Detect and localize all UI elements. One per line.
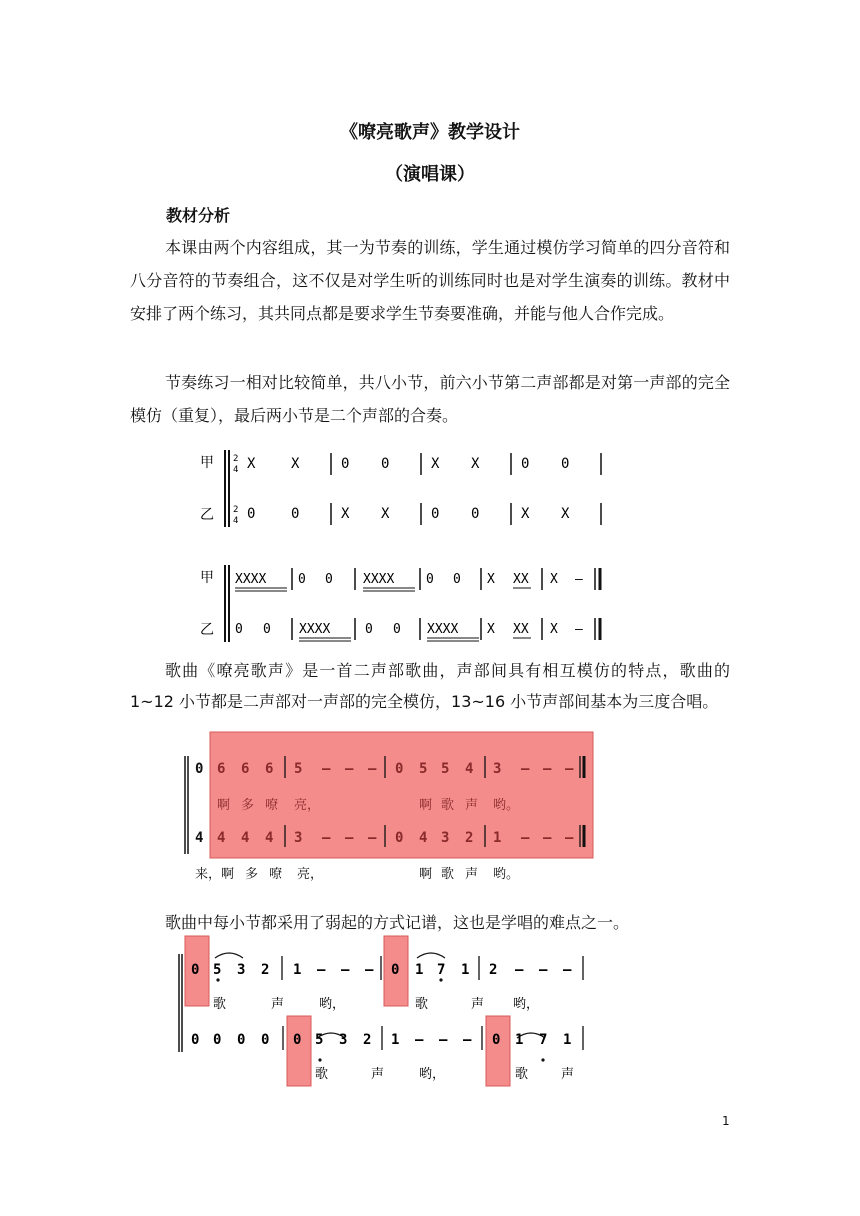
note: – xyxy=(368,761,377,777)
highlight-box xyxy=(486,1016,510,1086)
row-b xyxy=(235,622,583,637)
note: 4 xyxy=(419,830,428,846)
beat: 0 xyxy=(561,456,570,472)
note: – xyxy=(521,761,530,777)
lyric: 声 xyxy=(271,997,285,1012)
note: – xyxy=(317,962,326,978)
beat: – xyxy=(575,572,583,587)
note: – xyxy=(543,830,552,846)
beat: 0 xyxy=(393,622,401,637)
note: 4 xyxy=(465,761,474,777)
note: – xyxy=(365,962,374,978)
note: – xyxy=(368,830,377,846)
lyric: 歌 xyxy=(441,867,455,882)
note: 4 xyxy=(241,830,250,846)
beat: 0 xyxy=(431,506,440,522)
note: 1 xyxy=(293,962,302,978)
note: – xyxy=(565,830,574,846)
beat: X xyxy=(550,572,558,587)
note: – xyxy=(539,962,548,978)
lyric: 啊 xyxy=(419,798,433,813)
lyric: 歌 xyxy=(415,997,429,1012)
highlight-box xyxy=(287,1016,311,1086)
beat: X xyxy=(487,572,495,587)
note: 5 xyxy=(213,962,222,978)
beat: 0 xyxy=(298,572,306,587)
note: 1 xyxy=(493,830,502,846)
note: 7 xyxy=(539,1032,548,1048)
lyric: 亮， xyxy=(297,867,324,882)
beat: XXXX xyxy=(427,622,459,637)
time-sig-b-bottom: 4 xyxy=(233,516,239,526)
note: – xyxy=(543,761,552,777)
row-a xyxy=(247,456,569,472)
page-number: 1 xyxy=(722,1114,730,1128)
note: 2 xyxy=(363,1032,372,1048)
note: 1 xyxy=(391,1032,400,1048)
paragraph-1: 本课由两个内容组成，其一为节奏的训练，学生通过模仿学习简单的四分音符和八分音符的节奏组合，这不仅是对学生听的训练同时也是对学生演奏的训练。教材中安排了两个练习，其共同点都是要求学生节奏要准确，并能与他人合作完成。 xyxy=(130,238,730,323)
beat: 0 xyxy=(325,572,333,587)
lyric: 哟。 xyxy=(493,867,520,882)
voice-label-a: 甲 xyxy=(200,570,214,586)
note: 3 xyxy=(441,830,450,846)
note: 0 xyxy=(492,1032,501,1048)
beat: X xyxy=(381,506,390,522)
note: 0 xyxy=(195,761,204,777)
note: – xyxy=(322,761,331,777)
lyric: 嘹 xyxy=(265,798,279,813)
beat: 0 xyxy=(471,506,480,522)
time-sig-a-top: 2 xyxy=(233,454,239,464)
note: – xyxy=(341,962,350,978)
beat: 0 xyxy=(453,572,461,587)
beat: X xyxy=(471,456,480,472)
lyric: 声 xyxy=(561,1067,575,1082)
lyric: 亮， xyxy=(294,798,321,813)
paragraph-3: 歌曲《嘹亮歌声》是一首二声部歌曲，声部间具有相互模仿的特点，歌曲的1~12 小节都是二声部对一声部的完全模仿，13~16 小节声部间基本为三度合唱。 xyxy=(130,661,730,711)
beat: 0 xyxy=(291,506,300,522)
beat: X xyxy=(431,456,440,472)
note: – xyxy=(322,830,331,846)
note: 0 xyxy=(391,962,400,978)
beat: X xyxy=(521,506,530,522)
note: – xyxy=(345,761,354,777)
beat: 0 xyxy=(263,622,271,637)
lyric: 多 xyxy=(241,798,255,813)
note: 3 xyxy=(493,761,502,777)
lyric: 啊 xyxy=(419,867,433,882)
rhythm-exercise-2 xyxy=(195,560,615,650)
note: 0 xyxy=(191,962,200,978)
time-sig-b-top: 2 xyxy=(233,505,239,515)
lyric: 歌 xyxy=(441,798,455,813)
voice-label-b: 乙 xyxy=(200,507,214,523)
note: 3 xyxy=(294,830,303,846)
note: – xyxy=(521,830,530,846)
beat: 0 xyxy=(365,622,373,637)
voice-label-b: 乙 xyxy=(200,622,214,638)
beat: 0 xyxy=(247,506,256,522)
beat: XX xyxy=(513,572,529,587)
row-b xyxy=(247,506,570,522)
lyric: 声 xyxy=(465,798,479,813)
beat: XX xyxy=(513,622,529,637)
note: – xyxy=(565,761,574,777)
note: 3 xyxy=(237,962,246,978)
lower-lyrics xyxy=(195,866,519,882)
beat: 0 xyxy=(235,622,243,637)
lower-notes xyxy=(191,1032,571,1048)
note: 2 xyxy=(489,962,498,978)
beat: X xyxy=(291,456,300,472)
lyric: 歌 xyxy=(213,997,227,1012)
note: 0 xyxy=(191,1032,200,1048)
system-brace xyxy=(225,565,229,642)
note: 0 xyxy=(213,1032,222,1048)
row-a xyxy=(235,572,583,587)
lyric: 嘹 xyxy=(269,867,283,882)
voice-label-a: 甲 xyxy=(200,455,214,471)
lyric: 声 xyxy=(471,997,485,1012)
system-brace xyxy=(225,450,229,527)
note: – xyxy=(415,1032,424,1048)
note: 5 xyxy=(315,1032,324,1048)
beat: X xyxy=(341,506,350,522)
time-sig-a-bottom: 4 xyxy=(233,465,239,475)
system-brace xyxy=(179,954,182,1052)
note: 2 xyxy=(261,962,270,978)
note: 4 xyxy=(195,830,204,846)
doc-subtitle: （演唱课） xyxy=(385,164,475,185)
note: 0 xyxy=(293,1032,302,1048)
note: 5 xyxy=(294,761,303,777)
note: 3 xyxy=(339,1032,348,1048)
doc-title: 《嘹亮歌声》教学设计 xyxy=(340,122,520,143)
beat: X xyxy=(561,506,570,522)
lyric: 多 xyxy=(245,867,259,882)
lyric: 声 xyxy=(465,867,479,882)
beat: 0 xyxy=(426,572,434,587)
note: 6 xyxy=(265,761,274,777)
lyric: 声 xyxy=(371,1067,385,1082)
lyric: 啊 xyxy=(217,798,231,813)
lyric: 哟， xyxy=(319,997,346,1012)
paragraph-4: 歌曲中每小节都采用了弱起的方式记谱，这也是学唱的难点之一。 xyxy=(165,913,630,932)
beat: XXXX xyxy=(363,572,395,587)
note: 1 xyxy=(415,962,424,978)
note: – xyxy=(563,962,572,978)
beat: XXXX xyxy=(299,622,331,637)
beat: X xyxy=(247,456,256,472)
lyric: 啊 xyxy=(221,867,235,882)
note: 0 xyxy=(395,761,404,777)
note: 1 xyxy=(461,962,470,978)
lower-lyrics xyxy=(315,1067,574,1082)
system-brace xyxy=(185,756,188,854)
beat: 0 xyxy=(341,456,350,472)
note: – xyxy=(439,1032,448,1048)
lyric: 歌 xyxy=(515,1067,529,1082)
note: 4 xyxy=(217,830,226,846)
paragraph-2: 节奏练习一相对比较简单，共八小节，前六小节第二声部都是对第一声部的完全模仿（重复），最后两小节是二个声部的合奏。 xyxy=(130,373,730,425)
beat: – xyxy=(575,622,583,637)
score-excerpt-1 xyxy=(175,728,605,888)
lyric: 歌 xyxy=(315,1067,329,1082)
note: 0 xyxy=(237,1032,246,1048)
lyric: 哟， xyxy=(513,997,540,1012)
beat: 0 xyxy=(381,456,390,472)
note: 4 xyxy=(265,830,274,846)
note: – xyxy=(345,830,354,846)
note: 7 xyxy=(437,962,446,978)
note: 0 xyxy=(395,830,404,846)
note: 0 xyxy=(261,1032,270,1048)
beat: XXXX xyxy=(235,572,267,587)
note: 5 xyxy=(419,761,428,777)
note: 5 xyxy=(441,761,450,777)
note: 6 xyxy=(241,761,250,777)
lyric: 哟， xyxy=(419,1067,446,1082)
note: 6 xyxy=(217,761,226,777)
note: 2 xyxy=(465,830,474,846)
section-heading: 教材分析 xyxy=(166,206,231,225)
note: 1 xyxy=(563,1032,572,1048)
lyric: 来， xyxy=(195,867,222,882)
lyric: 哟。 xyxy=(493,798,520,813)
note: – xyxy=(463,1032,472,1048)
note: 1 xyxy=(515,1032,524,1048)
score-excerpt-2 xyxy=(175,934,605,1089)
upper-lyrics xyxy=(213,997,539,1012)
beat: 0 xyxy=(521,456,530,472)
beat: X xyxy=(550,622,558,637)
rhythm-exercise-1 xyxy=(195,445,615,535)
note: – xyxy=(515,962,524,978)
beat: X xyxy=(487,622,495,637)
